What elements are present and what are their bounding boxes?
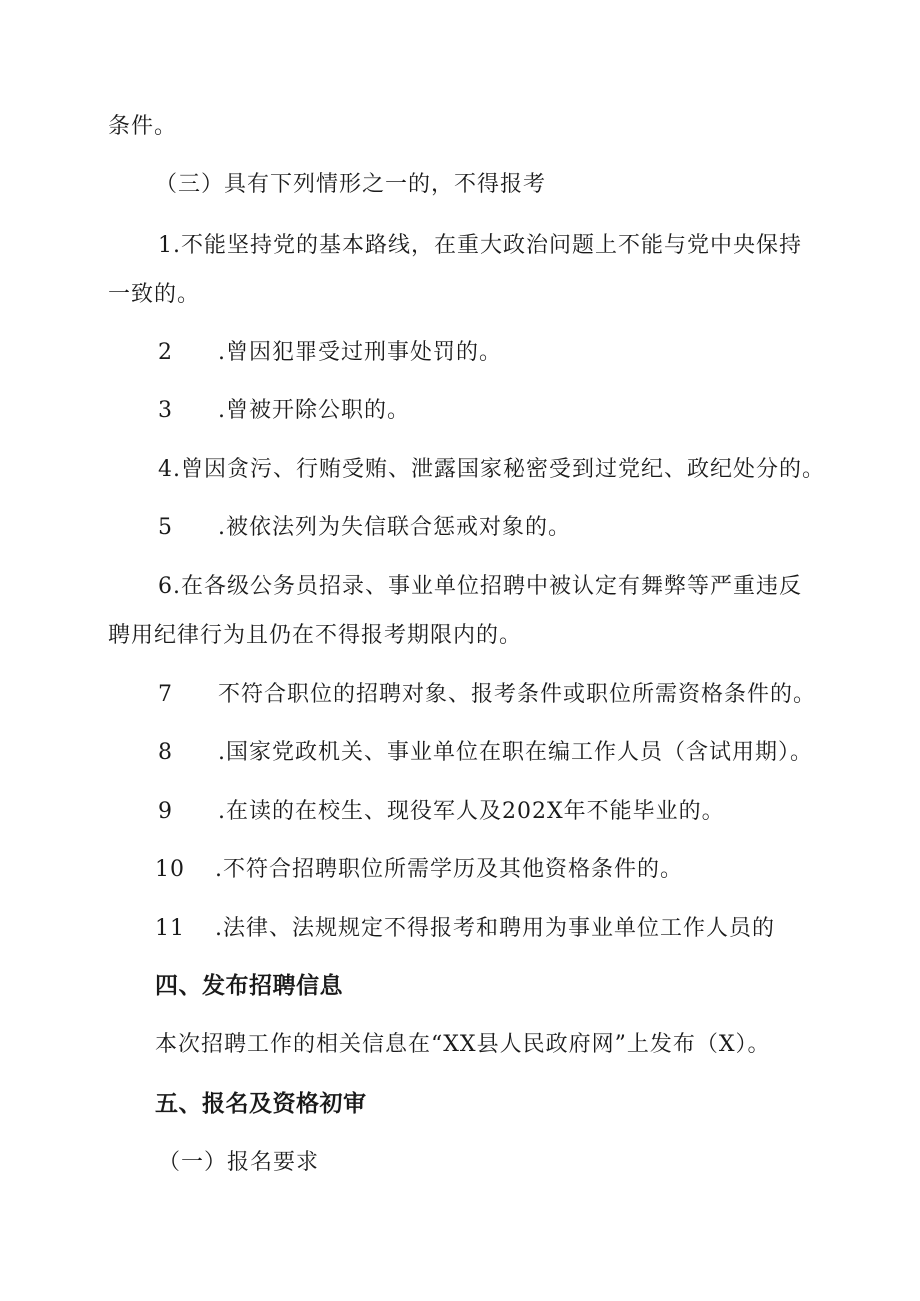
subheading-three: （三）具有下列情形之一的，不得报考 bbox=[155, 172, 547, 197]
item-text: .不符合招聘职位所需学历及其他资格条件的。 bbox=[215, 857, 683, 882]
item-text: .被依法列为失信联合惩戒对象的。 bbox=[218, 515, 571, 540]
item-number: 2 bbox=[158, 340, 173, 365]
section-heading-five: 五、报名及资格初审 bbox=[155, 1091, 367, 1117]
list-item-2 bbox=[158, 338, 502, 368]
item-text: .国家党政机关、事业单位在职在编工作人员（含试用期）。 bbox=[218, 740, 813, 765]
list-item-3 bbox=[158, 396, 410, 426]
item-number: 7 bbox=[158, 682, 173, 707]
item-text: .曾因贪污、行贿受贿、泄露国家秘密受到过党纪、政纪处分的。 bbox=[173, 457, 825, 482]
paragraph-continuation: 条件。 bbox=[108, 114, 178, 139]
item-text: .不能坚持党的基本路线，在重大政治问题上不能与党中央保持 bbox=[173, 233, 802, 258]
list-item-4 bbox=[158, 455, 825, 485]
list-item-8 bbox=[158, 738, 813, 768]
item-text: 不符合职位的招聘对象、报考条件或职位所需资格条件的。 bbox=[218, 682, 817, 707]
item-number: 4 bbox=[158, 457, 173, 482]
list-item-6-continuation: 聘用纪律行为且仍在不得报考期限内的。 bbox=[108, 623, 523, 648]
item-text: .曾因犯罪受过刑事处罚的。 bbox=[218, 340, 502, 365]
item-text: .法律、法规规定不得报考和聘用为事业单位工作人员的 bbox=[215, 916, 775, 941]
item-number: 10 bbox=[155, 857, 185, 882]
item-number: 11 bbox=[155, 916, 185, 941]
item-number: 3 bbox=[158, 398, 173, 423]
item-number: 8 bbox=[158, 740, 173, 765]
list-item-11 bbox=[155, 914, 775, 944]
list-item-10 bbox=[155, 855, 683, 885]
section-heading-four: 四、发布招聘信息 bbox=[155, 973, 343, 999]
subheading-one: （一）报名要求 bbox=[158, 1150, 320, 1175]
item-number: 9 bbox=[158, 799, 173, 824]
list-item-6 bbox=[158, 572, 802, 602]
item-number: 1 bbox=[158, 233, 173, 258]
section-four-body: 本次招聘工作的相关信息在“XX县人民政府网”上发布（X）。 bbox=[155, 1032, 771, 1057]
item-number: 5 bbox=[158, 515, 173, 540]
item-text: .在各级公务员招录、事业单位招聘中被认定有舞弊等严重违反 bbox=[173, 574, 802, 599]
item-number: 6 bbox=[158, 574, 173, 599]
list-item-1 bbox=[158, 231, 802, 261]
list-item-9 bbox=[158, 797, 725, 827]
item-text: .在读的在校生、现役军人及202X年不能毕业的。 bbox=[218, 799, 725, 824]
list-item-7 bbox=[158, 680, 816, 710]
list-item-1-continuation: 一致的。 bbox=[108, 282, 201, 307]
item-text: .曾被开除公职的。 bbox=[218, 398, 410, 423]
list-item-5 bbox=[158, 513, 571, 543]
